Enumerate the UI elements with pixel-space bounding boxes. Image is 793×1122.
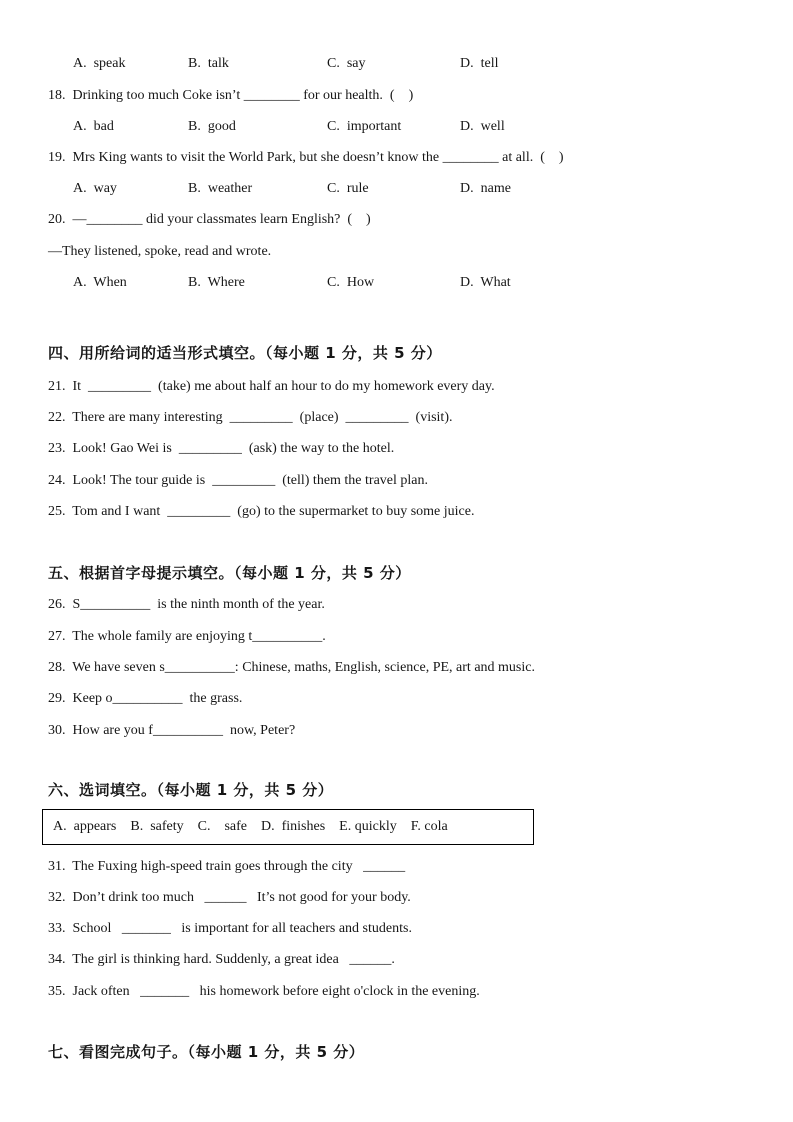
- question-35: 35. Jack often _______ his homework before eight o'clock in the evening.: [48, 984, 480, 999]
- q19-option-a: A. way: [73, 181, 117, 196]
- question-23: 23. Look! Gao Wei is _________ (ask) the way to the hotel.: [48, 441, 395, 456]
- q18-option-b: B. good: [188, 119, 236, 134]
- question-20-reply: —They listened, spoke, read and wrote.: [48, 244, 272, 259]
- question-28: 28. We have seven s__________: Chinese, maths, English, science, PE, art and music.: [48, 660, 535, 675]
- question-32: 32. Don’t drink too much ______ It’s not good for your body.: [48, 890, 411, 905]
- q19-option-b: B. weather: [188, 181, 253, 196]
- question-29: 29. Keep o__________ the grass.: [48, 691, 243, 706]
- question-25: 25. Tom and I want _________ (go) to the supermarket to buy some juice.: [48, 504, 475, 519]
- question-34: 34. The girl is thinking hard. Suddenly, a great idea ______.: [48, 952, 395, 967]
- question-27: 27. The whole family are enjoying t__________.: [48, 629, 326, 644]
- q20-option-c: C. How: [327, 275, 375, 290]
- question-20: 20. —________ did your classmates learn English? ( ): [48, 212, 371, 227]
- question-33: 33. School _______ is important for all teachers and students.: [48, 921, 412, 936]
- question-21: 21. It _________ (take) me about half an hour to do my homework every day.: [48, 379, 495, 394]
- q19-option-c: C. rule: [327, 181, 369, 196]
- q17-option-a: A. speak: [73, 56, 126, 71]
- q17-option-c: C. say: [327, 56, 366, 71]
- q17-option-b: B. talk: [188, 56, 229, 71]
- q18-options-row: [0, 117, 793, 137]
- word-bank-box: [42, 809, 534, 845]
- question-30: 30. How are you f__________ now, Peter?: [48, 723, 296, 738]
- section-6-header: 六、选词填空。（每小题 1 分，共 5 分）: [48, 781, 334, 799]
- word-bank-options: A. appears B. safety C. safe D. finishes E. quickly F. cola: [53, 819, 448, 834]
- q20-option-d: D. What: [460, 275, 511, 290]
- question-26: 26. S__________ is the ninth month of the year.: [48, 597, 325, 612]
- question-22: 22. There are many interesting _________ (place) _________ (visit).: [48, 410, 453, 425]
- q19-options-row: [0, 179, 793, 199]
- question-18: 18. Drinking too much Coke isn’t ________ for our health. ( ): [48, 88, 414, 103]
- q17-options-row: [0, 54, 793, 74]
- section-4-header: 四、用所给词的适当形式填空。（每小题 1 分，共 5 分）: [48, 344, 442, 362]
- question-24: 24. Look! The tour guide is _________ (tell) them the travel plan.: [48, 473, 428, 488]
- question-31: 31. The Fuxing high-speed train goes through the city ______: [48, 859, 406, 874]
- q18-option-c: C. important: [327, 119, 402, 134]
- q17-option-d: D. tell: [460, 56, 499, 71]
- q19-option-d: D. name: [460, 181, 511, 196]
- section-5-header: 五、根据首字母提示填空。（每小题 1 分，共 5 分）: [48, 564, 411, 582]
- question-19: 19. Mrs King wants to visit the World Park, but she doesn’t know the ________ at all. ( ): [48, 150, 564, 165]
- q20-option-b: B. Where: [188, 275, 245, 290]
- q20-option-a: A. When: [73, 275, 127, 290]
- q18-option-a: A. bad: [73, 119, 114, 134]
- q20-options-row: [0, 273, 793, 293]
- q18-option-d: D. well: [460, 119, 505, 134]
- section-7-header: 七、看图完成句子。（每小题 1 分，共 5 分）: [48, 1043, 365, 1061]
